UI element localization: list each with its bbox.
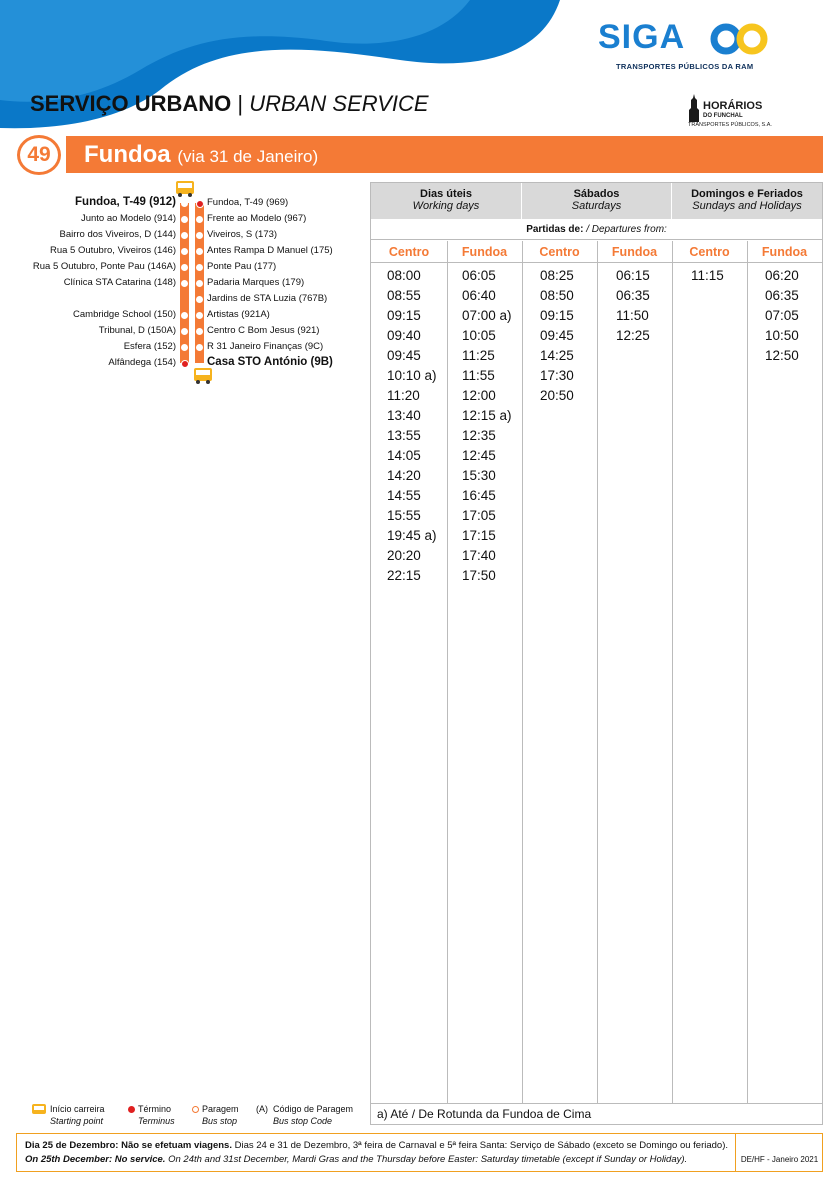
bus-stop-dot-icon bbox=[181, 216, 188, 223]
stop-outbound: Fundoa, T-49 (912) bbox=[75, 196, 176, 208]
departure-time: 15:30 bbox=[462, 468, 496, 483]
bus-stop-dot-icon bbox=[196, 280, 203, 287]
departure-time: 17:15 bbox=[462, 528, 496, 543]
bus-stop-dot-icon bbox=[196, 328, 203, 335]
departure-time: 11:20 bbox=[387, 388, 420, 403]
route-via: (via 31 de Janeiro) bbox=[177, 147, 319, 166]
departure-time: 13:55 bbox=[387, 428, 421, 443]
departure-time: 08:50 bbox=[540, 288, 574, 303]
timetable bbox=[370, 182, 823, 1125]
departure-time: 14:20 bbox=[387, 468, 421, 483]
bus-stop-dot-icon bbox=[181, 280, 188, 287]
departure-time: 20:20 bbox=[387, 548, 421, 563]
service-title-separator: | bbox=[237, 91, 244, 116]
group-working-days-en: Working days bbox=[412, 200, 480, 212]
legend-stop-code bbox=[273, 1103, 353, 1127]
bus-start-icon bbox=[175, 180, 195, 198]
stop-code-icon: (A) bbox=[256, 1104, 268, 1114]
departure-time: 14:25 bbox=[540, 348, 574, 363]
departure-time: 06:35 bbox=[616, 288, 650, 303]
bus-stop-dot-icon bbox=[181, 264, 188, 271]
group-saturdays bbox=[522, 183, 672, 219]
legend-start-en: Starting point bbox=[50, 1116, 104, 1126]
route-title bbox=[84, 141, 318, 169]
legend-terminus-en: Terminus bbox=[138, 1116, 175, 1126]
bus-end-icon bbox=[193, 365, 213, 385]
bus-stop-dot-icon bbox=[181, 232, 188, 239]
stop-outbound: Rua 5 Outubro, Viveiros (146) bbox=[49, 245, 176, 256]
bus-stop-dot-icon bbox=[196, 232, 203, 239]
departure-time: 17:30 bbox=[540, 368, 574, 383]
departure-time: 17:40 bbox=[462, 548, 496, 563]
column-header: Fundoa bbox=[747, 241, 822, 263]
stop-inbound: R 31 Janeiro Finanças (9C) bbox=[207, 341, 324, 352]
departure-time: 16:45 bbox=[462, 488, 496, 503]
terminus-dot-icon bbox=[128, 1106, 135, 1113]
stop-inbound: Jardins de STA Luzia (767B) bbox=[207, 293, 328, 304]
terminus-dot-icon bbox=[196, 200, 204, 208]
group-sundays-pt: Domingos e Feriados bbox=[691, 188, 803, 200]
departure-time: 13:40 bbox=[387, 408, 421, 423]
stop-inbound: Viveiros, S (173) bbox=[207, 229, 278, 240]
bus-stop-dot-icon bbox=[181, 200, 188, 207]
bus-stop-dot-icon bbox=[181, 344, 188, 351]
route-name: Fundoa bbox=[84, 141, 171, 168]
bus-stop-dot-icon bbox=[196, 344, 203, 351]
departure-time: 06:40 bbox=[462, 288, 496, 303]
departure-time: 11:25 bbox=[462, 348, 495, 363]
departure-column bbox=[540, 266, 574, 406]
departure-time: 12:00 bbox=[462, 388, 496, 403]
bus-stop-circle-icon bbox=[192, 1106, 199, 1113]
service-title bbox=[30, 91, 429, 117]
departure-time: 14:05 bbox=[387, 448, 421, 463]
departure-time: 08:55 bbox=[387, 288, 421, 303]
bus-stop-dot-icon bbox=[181, 312, 188, 319]
departure-time: 09:15 bbox=[387, 308, 421, 323]
legend-start-pt: Início carreira bbox=[50, 1104, 105, 1114]
departure-time: 11:50 bbox=[616, 308, 649, 323]
column-header: Fundoa bbox=[447, 241, 522, 263]
column-header: Fundoa bbox=[597, 241, 672, 263]
departure-time: 19:45 a) bbox=[387, 528, 437, 543]
group-working-days bbox=[371, 183, 522, 219]
group-sundays-en: Sundays and Holidays bbox=[692, 200, 802, 212]
departure-time: 07:00 a) bbox=[462, 308, 512, 323]
group-sundays bbox=[672, 183, 822, 219]
departure-time: 09:45 bbox=[540, 328, 574, 343]
departure-time: 17:50 bbox=[462, 568, 496, 583]
departure-time: 11:55 bbox=[462, 368, 495, 383]
legend-start bbox=[50, 1103, 105, 1127]
bus-stop-dot-icon bbox=[181, 248, 188, 255]
stop-inbound: Frente ao Modelo (967) bbox=[207, 213, 307, 224]
stop-inbound: Padaria Marques (179) bbox=[207, 277, 305, 288]
departure-time: 08:25 bbox=[540, 268, 574, 283]
stop-inbound: Artistas (921A) bbox=[207, 309, 270, 320]
siga-loop-logo-icon bbox=[708, 22, 774, 56]
brand-tagline: TRANSPORTES PÚBLICOS DA RAM bbox=[616, 62, 754, 71]
legend-bus-stop-pt: Paragem bbox=[202, 1104, 239, 1114]
departure-time: 17:05 bbox=[462, 508, 496, 523]
bus-stop-dot-icon bbox=[196, 312, 203, 319]
departure-time: 06:35 bbox=[765, 288, 799, 303]
departures-from-pt: Partidas de: bbox=[526, 224, 584, 235]
operator-line3: TRANSPORTES PÚBLICOS, S.A. bbox=[688, 122, 772, 128]
departure-time: 12:35 bbox=[462, 428, 496, 443]
departure-time: 12:15 a) bbox=[462, 408, 512, 423]
departure-time: 22:15 bbox=[387, 568, 421, 583]
departure-time: 15:55 bbox=[387, 508, 421, 523]
stop-outbound: Rua 5 Outubro, Ponte Pau (146A) bbox=[32, 261, 176, 272]
departure-column bbox=[765, 266, 799, 366]
timetable-header bbox=[371, 183, 822, 219]
stop-outbound: Clínica STA Catarina (148) bbox=[63, 277, 176, 288]
departure-time: 10:05 bbox=[462, 328, 496, 343]
legend-bus-stop bbox=[202, 1103, 239, 1127]
departure-time: 14:55 bbox=[387, 488, 421, 503]
holiday-notice bbox=[16, 1133, 823, 1172]
departure-time: 07:05 bbox=[765, 308, 799, 323]
notice-en-rest: On 24th and 31st December, Mardi Gras and the Thursday before Easter: Saturday timetable (except if Sunday or Holiday). bbox=[165, 1154, 688, 1165]
legend-terminus-pt: Término bbox=[138, 1104, 172, 1114]
departure-time: 10:50 bbox=[765, 328, 799, 343]
stop-inbound: Casa STO António (9B) bbox=[207, 356, 333, 368]
departure-time: 12:45 bbox=[462, 448, 496, 463]
column-divider bbox=[672, 241, 673, 1103]
legend-stop-code-en: Bus stop Code bbox=[273, 1116, 333, 1126]
stop-outbound: Tribunal, D (150A) bbox=[98, 325, 176, 336]
terminus-dot-icon bbox=[181, 360, 189, 368]
departure-time: 06:05 bbox=[462, 268, 496, 283]
column-header: Centro bbox=[371, 241, 447, 263]
departure-column bbox=[387, 266, 437, 586]
brand-name: SIGA bbox=[598, 18, 686, 56]
notice-pt-bold: Dia 25 de Dezembro: Não se efetuam viagens. bbox=[25, 1140, 232, 1151]
legend-terminus bbox=[138, 1103, 175, 1127]
departure-time: 09:15 bbox=[540, 308, 574, 323]
operator-line1: HORÁRIOS bbox=[703, 100, 763, 112]
column-divider bbox=[447, 241, 448, 1103]
notice-text bbox=[25, 1139, 735, 1167]
stop-inbound: Fundoa, T-49 (969) bbox=[207, 197, 289, 208]
group-saturdays-en: Saturdays bbox=[571, 200, 622, 212]
departure-time: 09:45 bbox=[387, 348, 421, 363]
column-header: Centro bbox=[672, 241, 747, 263]
departure-time: 12:50 bbox=[765, 348, 799, 363]
document-reference: DE/HF - Janeiro 2021 bbox=[735, 1134, 823, 1171]
departure-column bbox=[691, 266, 724, 286]
departures-from bbox=[371, 219, 822, 240]
bus-stop-dot-icon bbox=[196, 216, 203, 223]
bus-icon bbox=[31, 1103, 47, 1117]
stop-inbound: Antes Rampa D Manuel (175) bbox=[207, 245, 333, 256]
tower-icon bbox=[688, 94, 700, 122]
bus-stop-dot-icon bbox=[196, 248, 203, 255]
stop-outbound: Junto ao Modelo (914) bbox=[80, 213, 176, 224]
departure-time: 10:10 a) bbox=[387, 368, 437, 383]
departure-time: 12:25 bbox=[616, 328, 650, 343]
stop-outbound: Cambridge School (150) bbox=[73, 309, 176, 320]
service-title-en: URBAN SERVICE bbox=[249, 91, 429, 116]
stop-inbound: Centro C Bom Jesus (921) bbox=[207, 325, 320, 336]
departure-column bbox=[616, 266, 650, 346]
operator-logo bbox=[685, 94, 785, 134]
column-divider bbox=[522, 241, 523, 1103]
stop-outbound: Esfera (152) bbox=[123, 341, 176, 352]
column-divider bbox=[597, 241, 598, 1103]
column-header: Centro bbox=[522, 241, 597, 263]
operator-line2: DO FUNCHAL bbox=[703, 113, 743, 119]
group-working-days-pt: Dias úteis bbox=[420, 188, 472, 200]
siga-logo bbox=[598, 18, 778, 74]
bus-stop-dot-icon bbox=[181, 328, 188, 335]
bus-stop-dot-icon bbox=[196, 264, 203, 271]
departure-time: 06:20 bbox=[765, 268, 799, 283]
legend-bus-stop-en: Bus stop bbox=[202, 1116, 238, 1126]
notice-en-bold: On 25th December: No service. bbox=[25, 1154, 166, 1165]
route-number-badge: 49 bbox=[17, 135, 61, 175]
departures-from-en: / Departures from: bbox=[586, 224, 667, 235]
departure-time: 11:15 bbox=[691, 268, 724, 283]
departure-time: 08:00 bbox=[387, 268, 421, 283]
service-title-pt: SERVIÇO URBANO bbox=[30, 91, 232, 116]
stop-inbound: Ponte Pau (177) bbox=[207, 261, 277, 272]
column-divider bbox=[747, 241, 748, 1103]
notice-pt-rest: Dias 24 e 31 de Dezembro, 3ª feira de Carnaval e 5ª feira Santa: Serviço de Sábado (exceto se Domingo ou feriado). bbox=[231, 1140, 729, 1151]
departure-time: 09:40 bbox=[387, 328, 421, 343]
departure-time: 20:50 bbox=[540, 388, 574, 403]
departure-time: 06:15 bbox=[616, 268, 650, 283]
timetable-footnote: a) Até / De Rotunda da Fundoa de Cima bbox=[371, 1103, 822, 1124]
bus-stop-dot-icon bbox=[196, 296, 203, 303]
departure-column bbox=[462, 266, 512, 586]
stop-outbound: Alfândega (154) bbox=[108, 357, 176, 368]
group-saturdays-pt: Sábados bbox=[573, 188, 620, 200]
legend-stop-code-pt: Código de Paragem bbox=[273, 1104, 354, 1114]
stop-outbound: Bairro dos Viveiros, D (144) bbox=[59, 229, 176, 240]
